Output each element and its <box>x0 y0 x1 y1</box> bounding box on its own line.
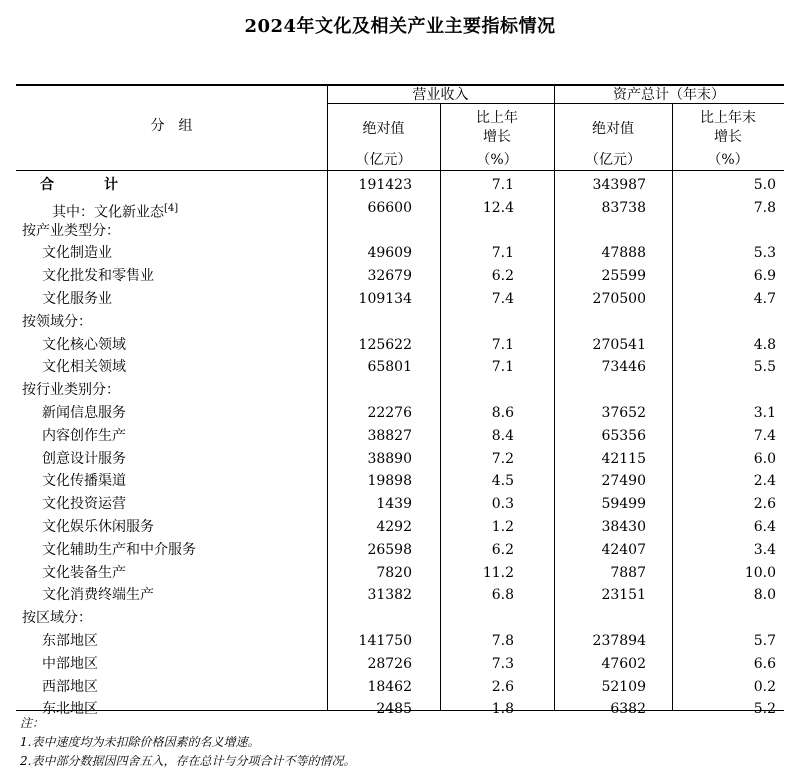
table-row <box>0 516 800 539</box>
revenue-value: 66600 <box>367 199 412 216</box>
footnote-ref: [4] <box>164 202 179 214</box>
revenue-growth: 1.8 <box>491 701 514 718</box>
header-rev-growth-1: 比上年 <box>476 110 518 126</box>
row-label: 中部地区 <box>42 655 98 672</box>
revenue-value: 38827 <box>367 427 412 444</box>
table-row <box>0 379 800 402</box>
assets-growth: 5.3 <box>753 245 776 262</box>
assets-value: 23151 <box>601 587 646 604</box>
revenue-growth: 8.4 <box>491 427 514 444</box>
table-row <box>0 676 800 699</box>
page-title: 2024年文化及相关产业主要指标情况 <box>244 16 556 37</box>
assets-value: 83738 <box>601 199 646 216</box>
table-body <box>0 174 800 721</box>
assets-growth: 6.6 <box>753 655 776 672</box>
note-2: 2.表中部分数据因四舍五入，存在总计与分项合计不等的情况。 <box>20 754 356 768</box>
assets-value: 42407 <box>601 541 646 558</box>
revenue-growth: 8.6 <box>491 404 514 421</box>
table-row <box>0 242 800 265</box>
assets-growth: 5.2 <box>753 701 776 718</box>
notes <box>20 714 355 771</box>
assets-value: 47602 <box>601 655 646 672</box>
notes-head: 注： <box>20 716 45 730</box>
assets-value: 38430 <box>601 518 646 535</box>
revenue-growth: 7.1 <box>491 336 514 353</box>
revenue-value: 1439 <box>376 496 412 513</box>
row-label: 文化投资运营 <box>42 496 126 513</box>
revenue-growth: 6.2 <box>491 268 514 285</box>
table-row <box>0 288 800 311</box>
assets-value: 42115 <box>601 450 646 467</box>
header-revenue: 营业收入 <box>412 87 469 103</box>
assets-value: 37652 <box>601 404 646 421</box>
header-asset-growth-2: 增长 <box>714 129 742 145</box>
row-label: 其中：文化新业态[4] <box>52 202 179 221</box>
assets-value: 65356 <box>601 427 646 444</box>
row-label: 文化装备生产 <box>42 564 126 581</box>
revenue-value: 31382 <box>367 587 412 604</box>
table-row <box>0 584 800 607</box>
table-row <box>0 311 800 334</box>
header-rev-abs-unit: （亿元） <box>355 152 412 168</box>
row-label: 文化消费终端生产 <box>42 587 154 604</box>
row-label: 创意设计服务 <box>42 450 126 467</box>
row-label: 按区域分： <box>22 610 92 627</box>
table-row <box>0 607 800 630</box>
revenue-growth: 0.3 <box>491 496 514 513</box>
table-row <box>0 425 800 448</box>
assets-growth: 7.4 <box>753 427 776 444</box>
row-label: 按行业类别分： <box>22 382 120 399</box>
revenue-value: 49609 <box>367 245 412 262</box>
assets-growth: 5.5 <box>753 359 776 376</box>
header-asset-growth-unit: （%） <box>707 152 749 168</box>
row-label: 文化核心领域 <box>42 336 126 353</box>
revenue-growth: 7.2 <box>491 450 514 467</box>
assets-growth: 7.8 <box>753 199 776 216</box>
revenue-growth: 2.6 <box>491 678 514 695</box>
revenue-growth: 7.8 <box>491 632 514 649</box>
row-label: 文化批发和零售业 <box>42 268 154 285</box>
revenue-growth: 12.4 <box>482 199 514 216</box>
assets-value: 270500 <box>592 290 646 307</box>
row-label: 合 计 <box>40 177 136 193</box>
row-label: 文化服务业 <box>42 290 112 307</box>
table-row <box>0 220 800 243</box>
header-rev-abs: 绝对值 <box>362 121 405 137</box>
revenue-value: 191423 <box>358 177 412 193</box>
header-group: 分 组 <box>150 118 193 134</box>
assets-growth: 0.2 <box>753 678 776 695</box>
assets-value: 27490 <box>601 473 646 490</box>
assets-growth: 8.0 <box>753 587 776 604</box>
table-row <box>0 197 800 220</box>
note-1: 1.表中速度均为未扣除价格因素的名义增速。 <box>20 735 260 749</box>
revenue-value: 109134 <box>358 290 412 307</box>
assets-growth: 4.8 <box>753 336 776 353</box>
table-row <box>0 174 800 197</box>
header-rev-growth-unit: （%） <box>476 152 518 168</box>
revenue-value: 19898 <box>367 473 412 490</box>
revenue-value: 65801 <box>367 359 412 376</box>
revenue-value: 38890 <box>367 450 412 467</box>
header-asset-abs-unit: （亿元） <box>585 152 641 168</box>
assets-growth: 2.6 <box>753 496 776 513</box>
row-label: 新闻信息服务 <box>42 404 126 421</box>
revenue-growth: 1.2 <box>491 518 514 535</box>
revenue-value: 125622 <box>358 336 412 353</box>
revenue-value: 26598 <box>367 541 412 558</box>
assets-value: 6382 <box>610 701 646 718</box>
revenue-growth: 7.1 <box>491 359 514 376</box>
revenue-growth: 7.1 <box>491 177 514 193</box>
assets-growth: 3.1 <box>753 404 776 421</box>
table-row <box>0 539 800 562</box>
revenue-growth: 7.1 <box>491 245 514 262</box>
row-label: 内容创作生产 <box>42 427 126 444</box>
row-label: 按领域分： <box>22 313 92 330</box>
revenue-value: 28726 <box>367 655 412 672</box>
revenue-value: 18462 <box>367 678 412 695</box>
revenue-value: 4292 <box>376 518 412 535</box>
assets-value: 270541 <box>592 336 646 353</box>
table-row <box>0 265 800 288</box>
revenue-growth: 11.2 <box>482 564 514 581</box>
revenue-growth: 6.2 <box>491 541 514 558</box>
row-label: 东北地区 <box>42 701 98 718</box>
row-label: 文化娱乐休闲服务 <box>42 518 154 535</box>
header-bottom-rule <box>16 170 784 171</box>
table-row <box>0 630 800 653</box>
assets-growth: 6.0 <box>753 450 776 467</box>
assets-growth: 4.7 <box>753 290 776 307</box>
assets-growth: 10.0 <box>744 564 776 581</box>
assets-value: 59499 <box>601 496 646 513</box>
revenue-growth: 4.5 <box>491 473 514 490</box>
header-asset-abs: 绝对值 <box>592 121 634 137</box>
revenue-growth: 7.4 <box>491 290 514 307</box>
table-row <box>0 653 800 676</box>
revenue-value: 32679 <box>367 268 412 285</box>
revenue-growth: 7.3 <box>491 655 514 672</box>
assets-value: 73446 <box>601 359 646 376</box>
revenue-value: 7820 <box>376 564 412 581</box>
table-row <box>0 448 800 471</box>
header-rev-growth-2: 增长 <box>483 129 511 145</box>
row-label: 文化传播渠道 <box>42 473 126 490</box>
assets-growth: 6.9 <box>753 268 776 285</box>
assets-value: 25599 <box>601 268 646 285</box>
revenue-value: 2485 <box>376 701 412 718</box>
row-label: 文化辅助生产和中介服务 <box>42 541 196 558</box>
table-row <box>0 356 800 379</box>
table-row <box>0 402 800 425</box>
row-label: 东部地区 <box>42 632 98 649</box>
assets-growth: 5.7 <box>753 632 776 649</box>
row-label: 文化相关领域 <box>42 359 126 376</box>
revenue-value: 141750 <box>358 632 412 649</box>
assets-growth: 3.4 <box>753 541 776 558</box>
revenue-growth: 6.8 <box>491 587 514 604</box>
header-asset-growth-1: 比上年末 <box>700 110 756 126</box>
assets-value: 343987 <box>592 177 646 193</box>
assets-value: 7887 <box>610 564 646 581</box>
header-assets: 资产总计（年末） <box>613 87 725 103</box>
revenue-value: 22276 <box>367 404 412 421</box>
row-label: 西部地区 <box>42 678 98 695</box>
assets-growth: 5.0 <box>753 177 776 193</box>
assets-growth: 2.4 <box>753 473 776 490</box>
assets-value: 47888 <box>601 245 646 262</box>
table-row <box>0 470 800 493</box>
table-row <box>0 562 800 585</box>
assets-growth: 6.4 <box>753 518 776 535</box>
row-label: 文化制造业 <box>42 245 112 262</box>
row-label: 按产业类型分： <box>22 222 120 239</box>
table-row <box>0 334 800 357</box>
assets-value: 237894 <box>592 632 646 649</box>
assets-value: 52109 <box>601 678 646 695</box>
table-row <box>0 493 800 516</box>
